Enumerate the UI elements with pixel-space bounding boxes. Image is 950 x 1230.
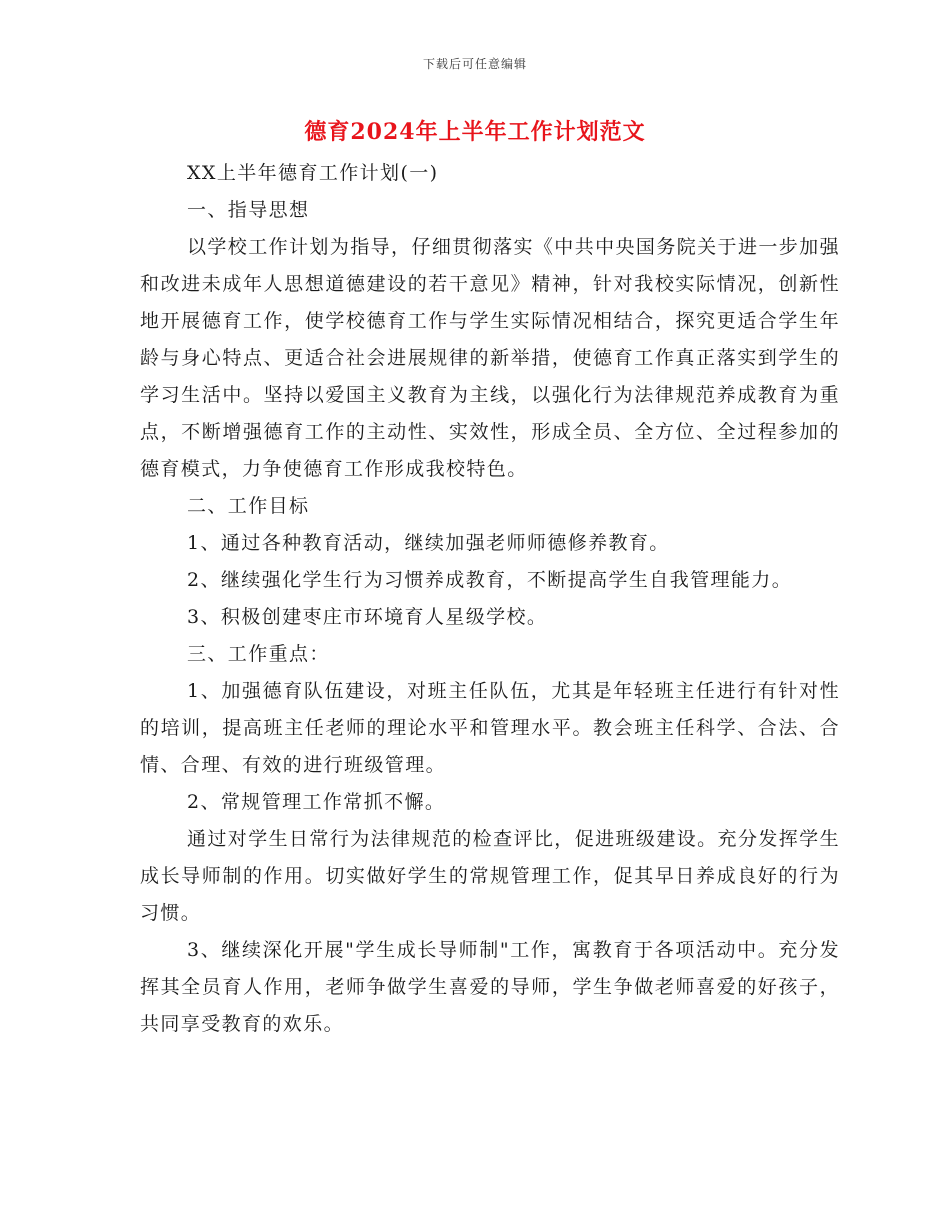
document-body	[140, 155, 840, 1043]
paragraph-guiding-thought: 以学校工作计划为指导，仔细贯彻落实《中共中央国务院关于进一步加强和改进未成年人思想道德建设的若干意见》精神，针对我校实际情况，创新性地开展德育工作，使学校德育工作与学生实际情况相结合，探究更适合学生年龄与身心特点、更适合社会进展规律的新举措，使德育工作真正落实到学生的学习生活中。坚持以爱国主义教育为主线，以强化行为法律规范养成教育为重点，不断增强德育工作的主动性、实效性，形成全员、全方位、全过程参加的德育模式，力争使德育工作形成我校特色。	[140, 236, 840, 480]
paragraph-section-3-heading: 三、工作重点：	[187, 643, 330, 665]
paragraph-focus-1: 1、加强德育队伍建设，对班主任队伍，尤其是年轻班主任进行有针对性的培训，提高班主任老师的理论水平和管理水平。教会班主任科学、合法、合情、合理、有效的进行班级管理。	[140, 680, 840, 776]
paragraph-section-2-heading: 二、工作目标	[187, 495, 310, 517]
paragraph-section-1-heading: 一、指导思想	[187, 199, 310, 221]
paragraph-focus-2: 2、常规管理工作常抓不懈。	[187, 791, 446, 813]
paragraph-goal-1: 1、通过各种教育活动，继续加强老师师德修养教育。	[187, 532, 670, 554]
paragraph-focus-2-detail: 通过对学生日常行为法律规范的检查评比，促进班级建设。充分发挥学生成长导师制的作用。切实做好学生的常规管理工作，促其早日养成良好的行为习惯。	[140, 828, 840, 924]
paragraph-focus-3: 3、继续深化开展"学生成长导师制"工作，寓教育于各项活动中。充分发挥其全员育人作用，老师争做学生喜爱的导师，学生争做老师喜爱的好孩子，共同享受教育的欢乐。	[140, 939, 840, 1035]
paragraph-plan-heading: XX上半年德育工作计划(一)	[187, 162, 439, 184]
document-title: 德育2024年上半年工作计划范文	[304, 119, 646, 145]
header-note: 下载后可任意编辑	[422, 57, 527, 71]
paragraph-goal-3: 3、积极创建枣庄市环境育人星级学校。	[187, 606, 548, 628]
paragraph-goal-2: 2、继续强化学生行为习惯养成教育，不断提高学生自我管理能力。	[187, 569, 793, 591]
